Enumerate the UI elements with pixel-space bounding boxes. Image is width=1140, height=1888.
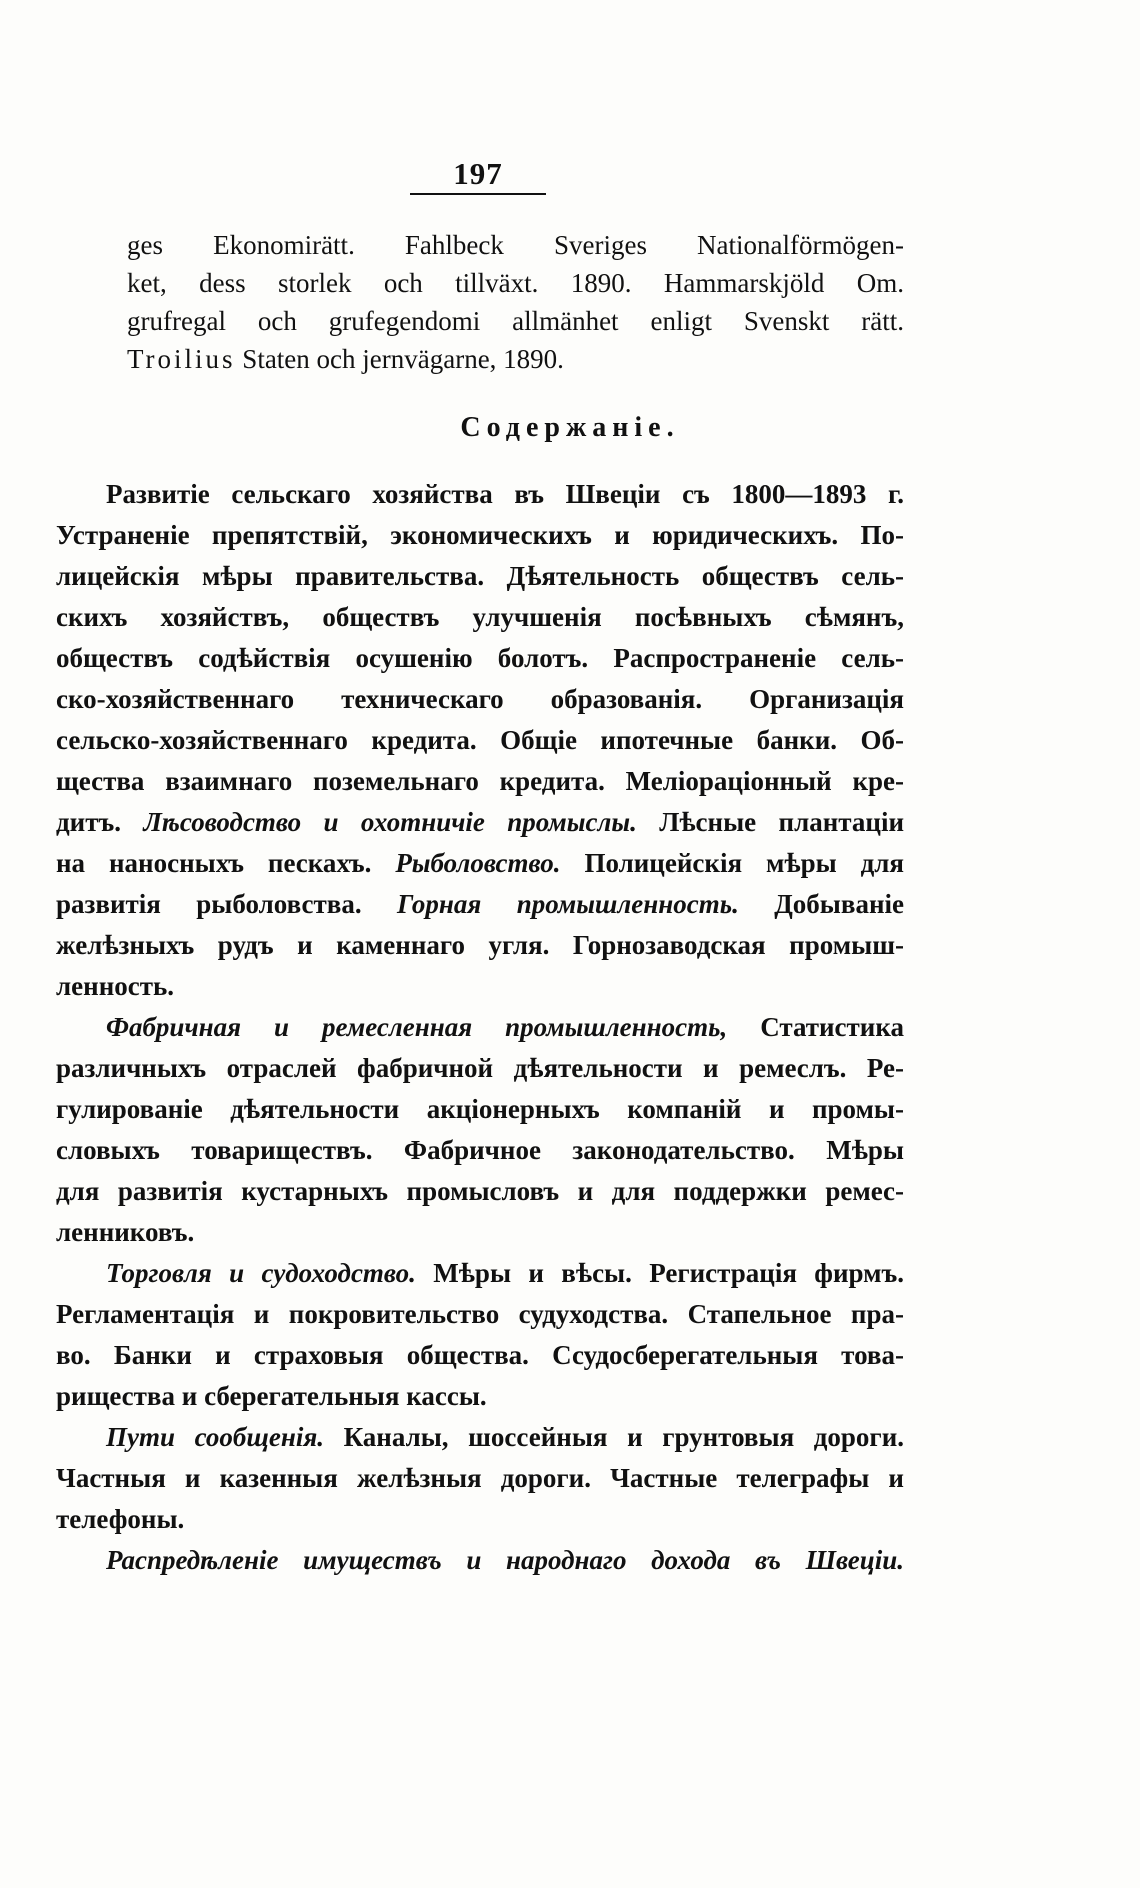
contents-line: ско-хозяйственнаго техническаго образованія. Организація <box>56 684 904 714</box>
contents-line: для развитія кустарныхъ промысловъ и для поддержки ремес- <box>56 1176 904 1206</box>
page-number: 197 <box>453 156 503 191</box>
text-run: Полицейскія мѣры для <box>584 848 905 878</box>
contents-line <box>56 1007 904 1048</box>
contents-line: Развитіе сельскаго хозяйства въ Швеціи съ 1800—1893 г. <box>106 479 904 509</box>
contents-block <box>56 474 904 1581</box>
topic-title: Фабричная и ремесленная промышленность, <box>106 1012 728 1042</box>
author-name: Troilius <box>127 344 236 374</box>
contents-line: различныхъ отраслей фабричной дѣятельности и ремеслъ. Ре- <box>56 1053 904 1083</box>
contents-line <box>56 1540 904 1581</box>
topic-title: Лѣсоводство и охотничіе промыслы. <box>143 807 637 837</box>
contents-line: словыхъ товариществъ. Фабричное законодательство. Мѣры <box>56 1135 904 1165</box>
topic-title: Горная промышленность. <box>397 889 739 919</box>
contents-line: гулированіе дѣятельности акціонерныхъ компаній и промы- <box>56 1094 904 1124</box>
bibliography-line: grufregal och grufegendomi allmänhet enligt Svenskt rätt. <box>127 306 904 336</box>
contents-line: щества взаимнаго поземельнаго кредита. Меліораціонный кре- <box>56 766 904 796</box>
text-run: на наносныхъ пескахъ. <box>56 848 372 878</box>
bibliography-line: ges Ekonomirätt. Fahlbeck Sveriges Nationalförmögen- <box>127 230 904 260</box>
bibliography-block <box>127 226 904 378</box>
contents-line <box>56 1417 904 1458</box>
contents-line <box>56 884 904 925</box>
contents-line: телефоны. <box>56 1504 185 1534</box>
topic-title: Пути сообщенія. <box>106 1422 324 1452</box>
topic-title: Распредѣленіе имуществъ и народнаго дохода въ Швеціи. <box>106 1545 904 1575</box>
contents-line <box>56 1253 904 1294</box>
contents-line: рищества и сберегательныя кассы. <box>56 1381 487 1411</box>
contents-line: обществъ содѣйствія осушенію болотъ. Распространеніе сель- <box>56 643 904 673</box>
bibliography-line: ket, dess storlek och tillväxt. 1890. Hammarskjöld Om. <box>127 268 904 298</box>
contents-line: Устраненіе препятствій, экономическихъ и юридическихъ. По- <box>56 520 904 550</box>
contents-line: во. Банки и страховыя общества. Ссудосберегательныя това- <box>56 1340 904 1370</box>
contents-line: сельско-хозяйственнаго кредита. Общіе ипотечные банки. Об- <box>56 725 904 755</box>
contents-heading: Содержаніе. <box>460 412 680 443</box>
text-run: Статистика <box>760 1012 905 1042</box>
text-run: Лѣсные плантаціи <box>659 807 905 837</box>
text-run: дитъ. <box>56 807 121 837</box>
contents-line: скихъ хозяйствъ, обществъ улучшенія посѣвныхъ сѣмянъ, <box>56 602 904 632</box>
text-run: развитія рыболовства. <box>56 889 362 919</box>
contents-line: ленниковъ. <box>56 1217 195 1247</box>
text-run: Каналы, шоссейныя и грунтовыя дороги. <box>343 1422 904 1452</box>
contents-line <box>56 843 904 884</box>
topic-title: Рыболовство. <box>395 848 561 878</box>
topic-title: Торговля и судоходство. <box>106 1258 416 1288</box>
contents-line: Регламентація и покровительство судуходства. Стапельное пра- <box>56 1299 904 1329</box>
text-run: Мѣры и вѣсы. Регистрація фирмъ. <box>433 1258 904 1288</box>
contents-line: Частныя и казенныя желѣзныя дороги. Частные телеграфы и <box>56 1463 904 1493</box>
contents-line: лицейскія мѣры правительства. Дѣятельность обществъ сель- <box>56 561 904 591</box>
bibliography-line <box>127 340 904 378</box>
contents-line <box>56 802 904 843</box>
text-run: Добываніе <box>774 889 904 919</box>
bibliography-title: Staten och jernvägarne, 1890. <box>242 344 564 374</box>
contents-line: желѣзныхъ рудъ и каменнаго угля. Горнозаводская промыш- <box>56 930 904 960</box>
contents-line: ленность. <box>56 971 175 1001</box>
page-number-rule <box>410 193 546 195</box>
